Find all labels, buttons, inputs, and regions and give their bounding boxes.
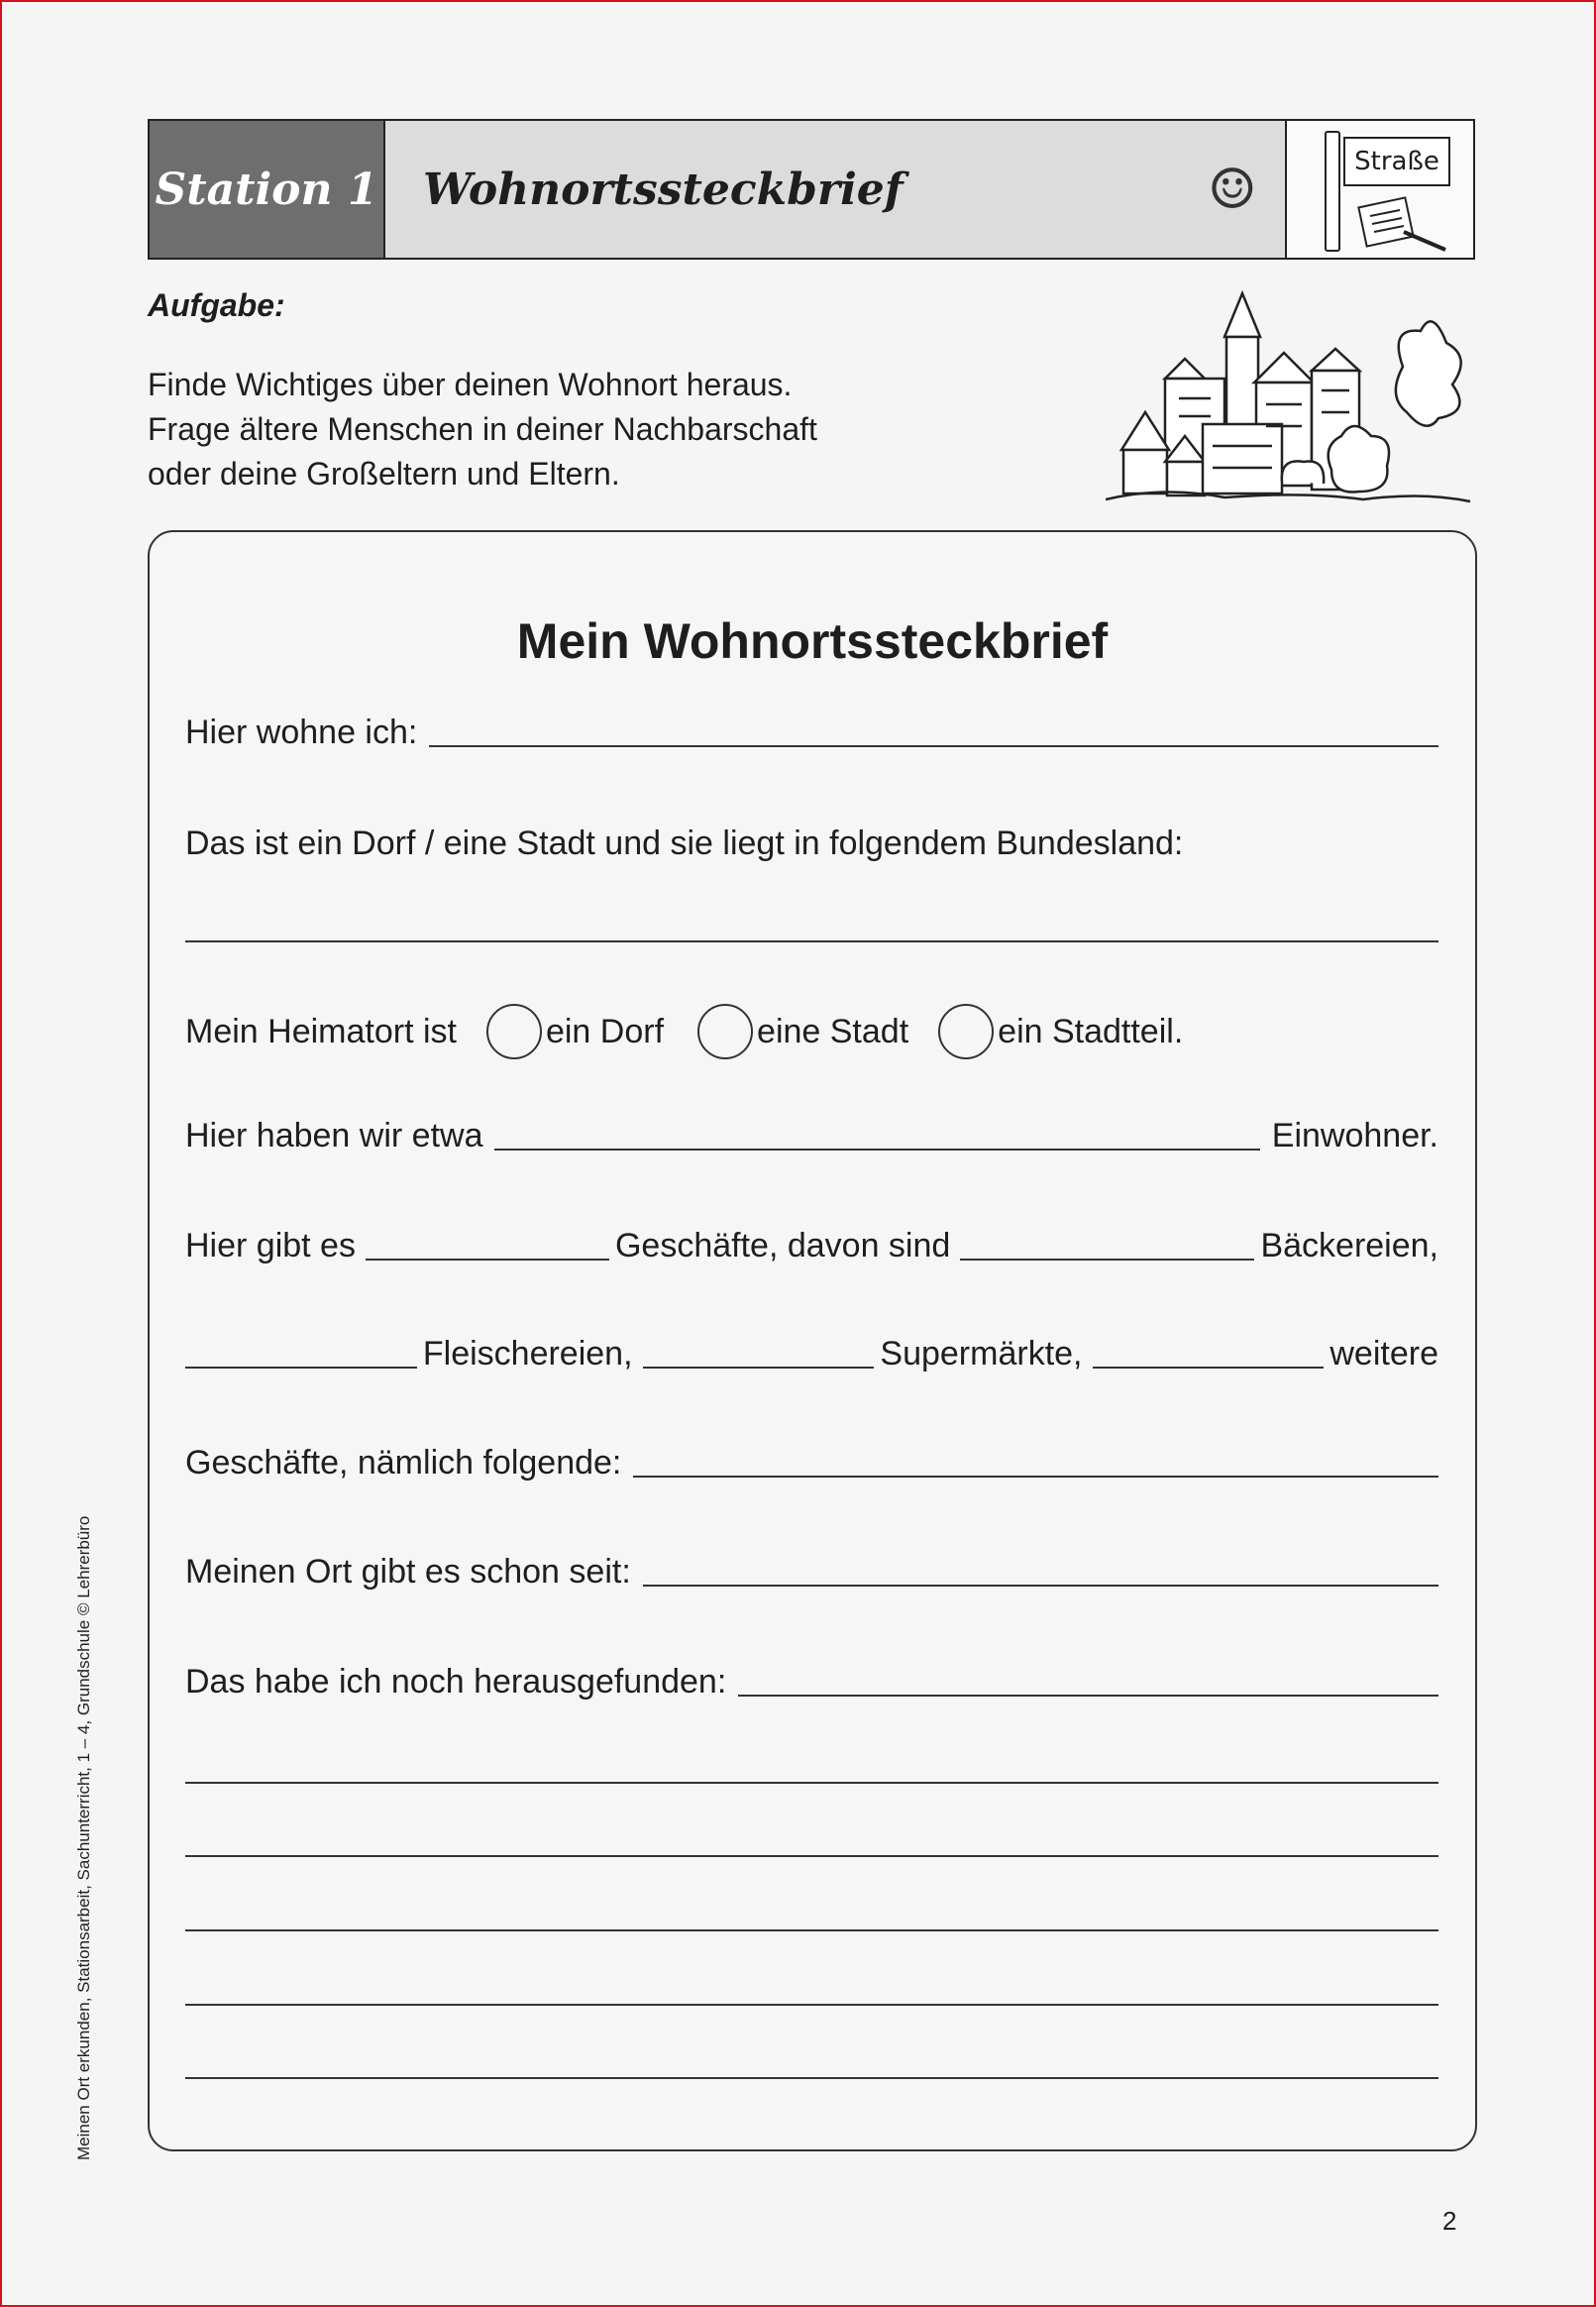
field-row-fleischereien bbox=[185, 1335, 1438, 1373]
field-row-herausgefunden bbox=[185, 1663, 1438, 1702]
form-title: Mein Wohnortssteckbrief bbox=[516, 613, 1109, 669]
label-heimatort: Mein Heimatort ist bbox=[185, 1012, 457, 1050]
answer-line-extra-4[interactable] bbox=[185, 2004, 1438, 2006]
field-row-heimatort bbox=[185, 1004, 1438, 1059]
task-line: Finde Wichtiges über deinen Wohnort heraus. bbox=[148, 367, 793, 402]
station-header bbox=[148, 119, 1475, 260]
label-weitere: weitere bbox=[1330, 1335, 1438, 1373]
label-supermaerkte: Supermärkte, bbox=[880, 1335, 1083, 1373]
field-row-wohnort bbox=[185, 714, 1438, 752]
answer-line-extra-1[interactable] bbox=[185, 1782, 1438, 1784]
label-gibt-es: Hier gibt es bbox=[185, 1227, 356, 1264]
field-row-geschaefte-folgende bbox=[185, 1444, 1438, 1483]
label-geschaefte-folgende: Geschäfte, nämlich folgende: bbox=[185, 1444, 622, 1482]
street-sign-icon bbox=[1285, 121, 1473, 258]
label-dorf-stadt: Das ist ein Dorf / eine Stadt und sie liegt in folgendem Bundesland: bbox=[185, 824, 1184, 862]
answer-line-bundesland[interactable] bbox=[185, 940, 1438, 942]
label-hier-wohne: Hier wohne ich: bbox=[185, 714, 418, 751]
answer-line-einwohner[interactable] bbox=[494, 1149, 1259, 1151]
field-row-geschaefte bbox=[185, 1227, 1438, 1265]
form-card bbox=[148, 530, 1477, 2151]
label-herausgefunden: Das habe ich noch herausgefunden: bbox=[185, 1663, 727, 1701]
answer-line-herausgefunden[interactable] bbox=[738, 1695, 1438, 1697]
notepad-pencil-icon bbox=[1356, 192, 1455, 258]
task-line: oder deine Großeltern und Eltern. bbox=[148, 456, 620, 492]
label-geschaefte-davon: Geschäfte, davon sind bbox=[614, 1227, 951, 1264]
answer-line-wohnort[interactable] bbox=[429, 745, 1438, 747]
town-illustration bbox=[1106, 287, 1472, 511]
answer-line-baeckereien[interactable] bbox=[960, 1259, 1254, 1261]
smiley-icon: ☺ bbox=[1207, 157, 1257, 222]
checkbox-stadtteil[interactable] bbox=[938, 1004, 994, 1059]
answer-line-extra-5[interactable] bbox=[185, 2077, 1438, 2079]
field-row-bundesland-label bbox=[185, 824, 1438, 863]
answer-line-geschaefte-anzahl[interactable] bbox=[366, 1259, 609, 1261]
sign-post-icon bbox=[1325, 131, 1340, 252]
checkbox-dorf[interactable] bbox=[486, 1004, 542, 1059]
answer-line-supermaerkte[interactable] bbox=[643, 1367, 875, 1369]
answer-line-extra-2[interactable] bbox=[185, 1855, 1438, 1857]
answer-line-weitere[interactable] bbox=[1093, 1367, 1325, 1369]
option-stadtteil-label: ein Stadtteil. bbox=[998, 1012, 1184, 1050]
worksheet-title-text: Wohnortssteckbrief bbox=[423, 164, 904, 215]
task-text bbox=[148, 363, 817, 496]
copyright-side-text: Meinen Ort erkunden, Stationsarbeit, Sachunterricht, 1 – 4, Grundschule © Lehrerbüro bbox=[74, 1515, 93, 2160]
task-line: Frage ältere Menschen in deiner Nachbarschaft bbox=[148, 411, 817, 447]
worksheet-title bbox=[385, 121, 1285, 258]
field-row-einwohner bbox=[185, 1117, 1438, 1155]
label-seit: Meinen Ort gibt es schon seit: bbox=[185, 1553, 631, 1591]
option-stadt-label: eine Stadt bbox=[757, 1012, 909, 1050]
label-einwohner: Einwohner. bbox=[1271, 1117, 1438, 1154]
checkbox-stadt[interactable] bbox=[697, 1004, 753, 1059]
task-label: Aufgabe: bbox=[148, 287, 285, 323]
field-row-seit bbox=[185, 1553, 1438, 1592]
station-label: Station 1 bbox=[150, 121, 385, 258]
option-dorf-label: ein Dorf bbox=[545, 1012, 665, 1050]
answer-line-fleischereien[interactable] bbox=[185, 1367, 417, 1369]
page-number: 2 bbox=[1442, 2206, 1457, 2236]
label-baeckereien: Bäckereien, bbox=[1260, 1227, 1438, 1264]
answer-line-seit[interactable] bbox=[643, 1585, 1438, 1587]
answer-line-extra-3[interactable] bbox=[185, 1929, 1438, 1931]
label-haben-wir: Hier haben wir etwa bbox=[185, 1117, 483, 1154]
label-fleischereien: Fleischereien, bbox=[422, 1335, 633, 1373]
answer-line-geschaefte-folgende[interactable] bbox=[633, 1476, 1438, 1478]
street-sign-board: Straße bbox=[1343, 137, 1450, 186]
